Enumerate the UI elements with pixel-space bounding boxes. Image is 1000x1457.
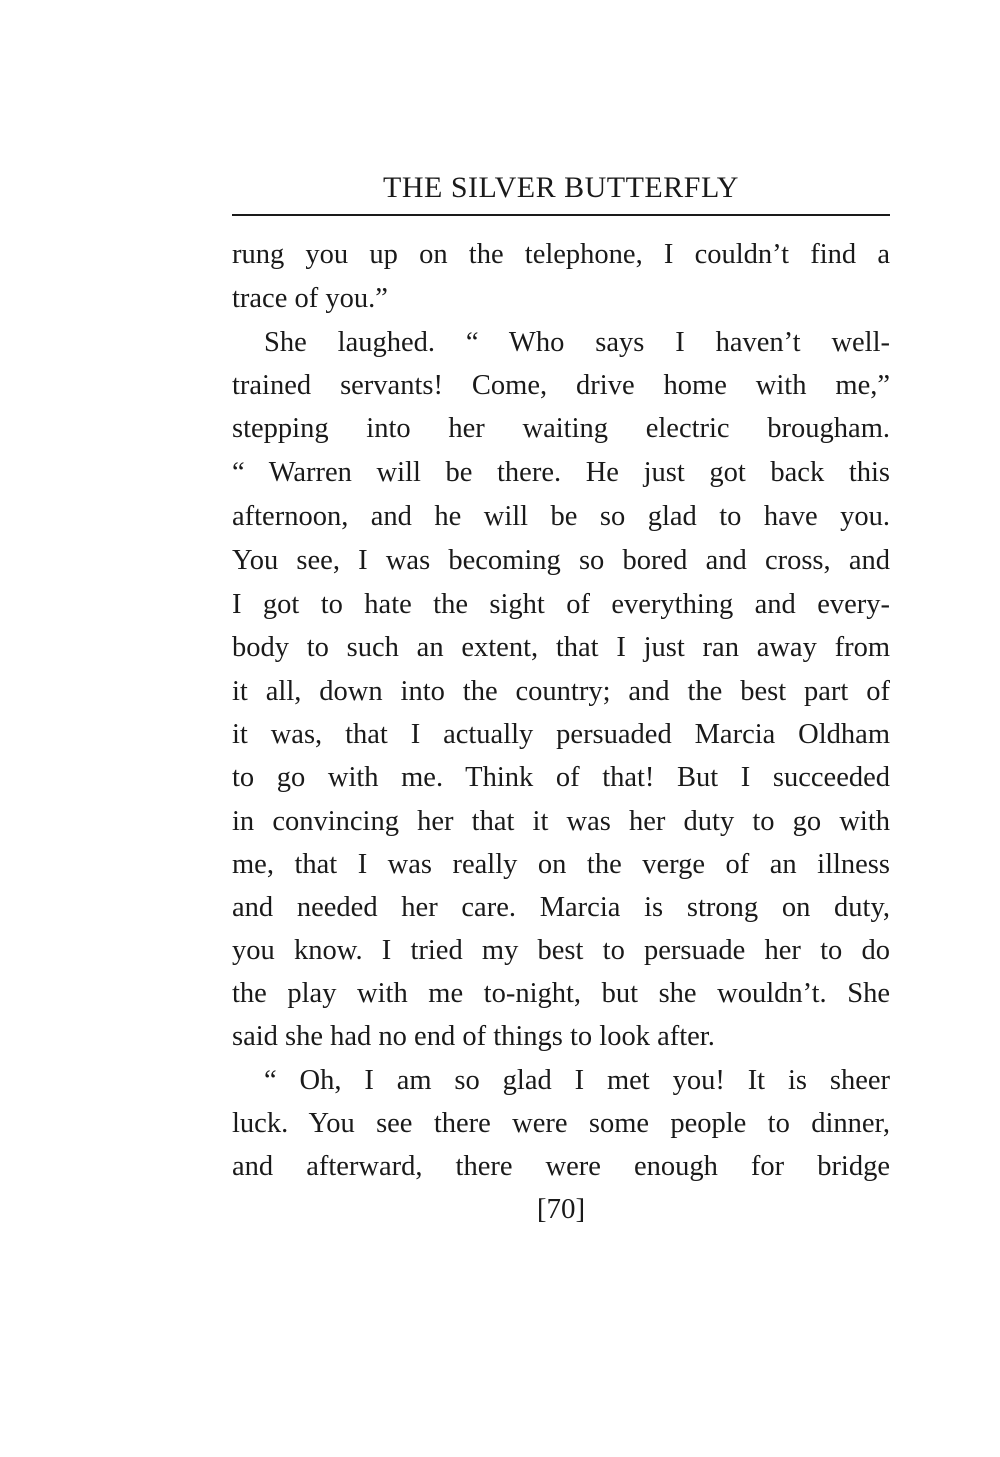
text-line: trace of you.” bbox=[232, 283, 388, 314]
text-line: in convincing her that it was her duty to go with bbox=[232, 806, 890, 837]
text-line: She laughed. “ Who says I haven’t well- bbox=[264, 327, 890, 358]
text-line: the play with me to-night, but she wouldn’t. She bbox=[232, 978, 890, 1009]
text-line: me, that I was really on the verge of an illness bbox=[232, 849, 890, 880]
text-line: it was, that I actually persuaded Marcia Oldham bbox=[232, 719, 890, 750]
running-head: THE SILVER BUTTERFLY bbox=[383, 171, 739, 204]
text-line: luck. You see there were some people to dinner, bbox=[232, 1108, 890, 1139]
text-line: it all, down into the country; and the best part of bbox=[232, 676, 890, 707]
text-line: stepping into her waiting electric brougham. bbox=[232, 413, 890, 444]
text-line: afternoon, and he will be so glad to have you. bbox=[232, 501, 890, 532]
text-line: you know. I tried my best to persuade her to do bbox=[232, 935, 890, 966]
text-line: “ Oh, I am so glad I met you! It is sheer bbox=[264, 1065, 890, 1096]
text-line: said she had no end of things to look after. bbox=[232, 1021, 715, 1052]
header-rule bbox=[232, 214, 890, 216]
page-number: [70] bbox=[536, 1193, 586, 1225]
text-line: You see, I was becoming so bored and cross, and bbox=[232, 545, 890, 576]
text-line: rung you up on the telephone, I couldn’t find a bbox=[232, 239, 890, 270]
text-line: and afterward, there were enough for bridge bbox=[232, 1151, 890, 1182]
text-line: trained servants! Come, drive home with me,” bbox=[232, 370, 890, 401]
text-line: “ Warren will be there. He just got back this bbox=[232, 457, 890, 488]
text-line: body to such an extent, that I just ran away from bbox=[232, 632, 890, 663]
text-line: and needed her care. Marcia is strong on duty, bbox=[232, 892, 890, 923]
text-line: I got to hate the sight of everything and every- bbox=[232, 589, 890, 620]
text-line: to go with me. Think of that! But I succeeded bbox=[232, 762, 890, 793]
